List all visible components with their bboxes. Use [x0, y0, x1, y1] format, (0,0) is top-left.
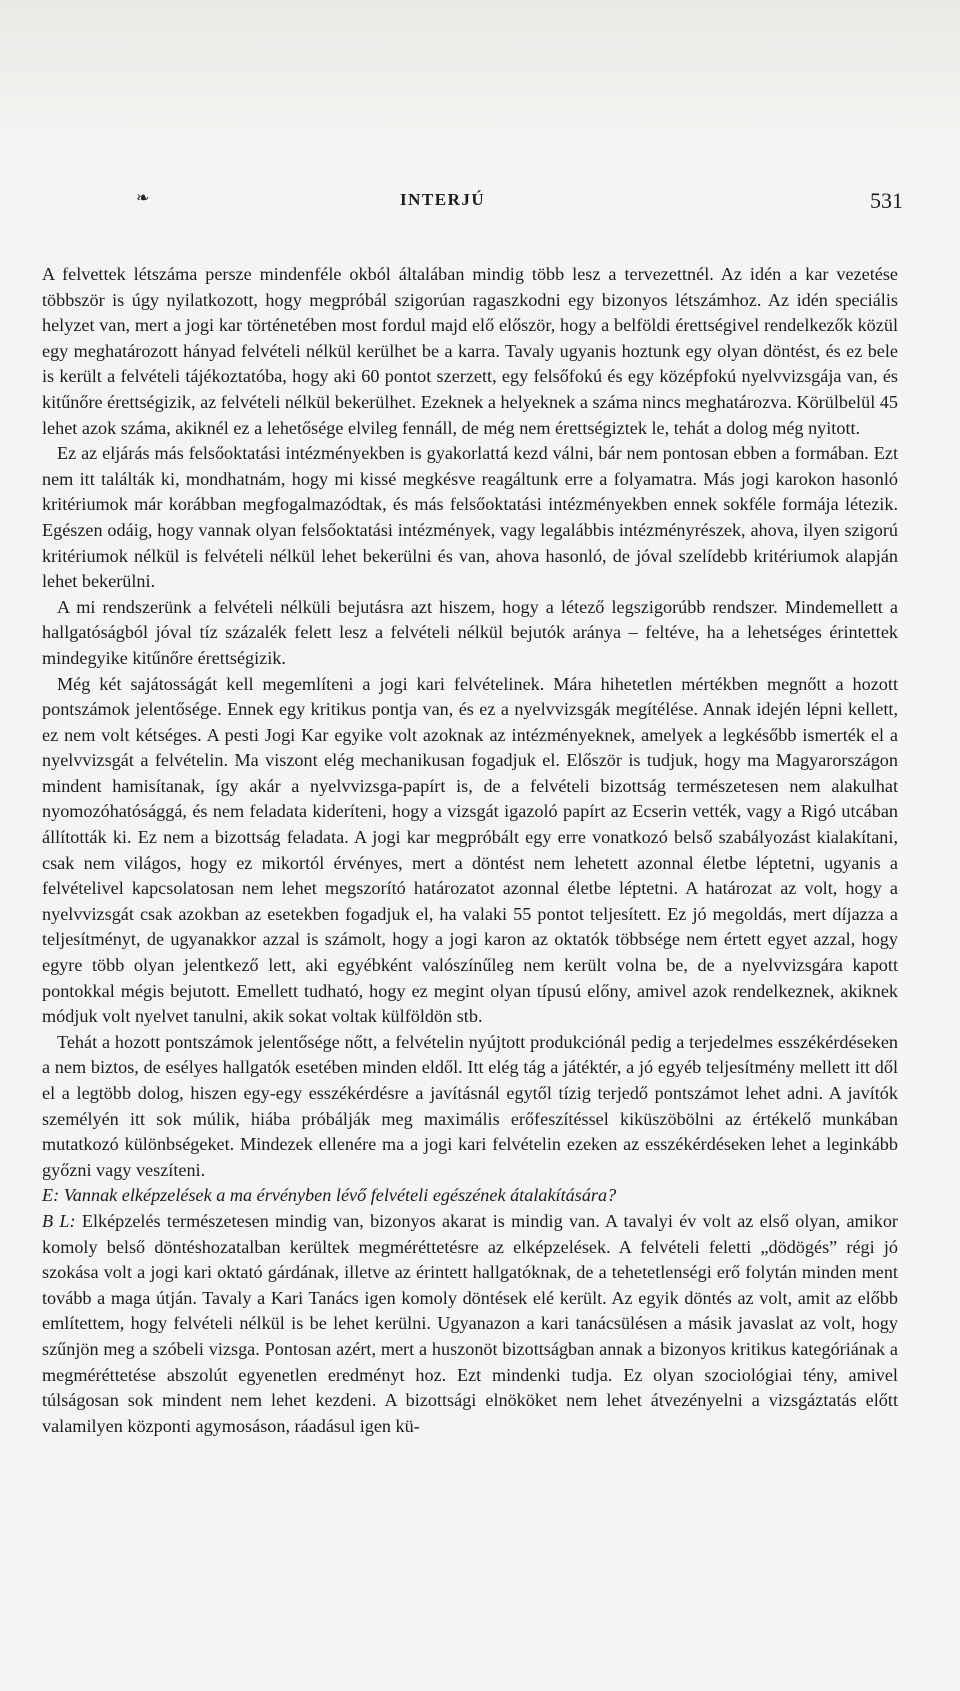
page-header — [0, 188, 960, 218]
paragraph-3: A mi rendszerünk a felvételi nélküli bejutásra azt hiszem, hogy a létező legszigorúbb rendszer. Mindemellett a hallgatóságból jóval tíz százalék felett lesz a felvételi nélkül bejutók aránya – feltéve, ha a lehetséges érintettek mindegyike kitűnőre érettségizik. — [42, 596, 898, 668]
answer-text: Elképzelés természetesen mindig van, bizonyos akarat is mindig van. A tavalyi év volt az első olyan, amikor komoly belső döntéshozatalban kerültek megméréttetésre az elképzelések. A felvételi feletti „dödögés” régi jó szokása volt a jogi kari oktató gárdának, illetve az érintett hallgatóknak, de a tehetetlenségi erő folytán minden ment tovább a maga útján. Tavaly a Kari Tanács igen komoly döntések elé került. Az egyik döntés az volt, amit az előbb említettem, hogy felvételi nélkül is be lehet kerülni. Ugyanazon a kari tanácsülésen a másik javaslat az volt, hogy szűnjön meg a szóbeli vizsga. Pontosan azért, mert a huszonöt bizottságban annak a bizonyos kritikus kategóriának a megméréttetése abszolút egyenetlen eredményt hoz. Ezt mindenki tudja. Ez olyan szociológiai tény, amivel túlságosan sok mindent nem lehet kezdeni. A bizottsági elnököket nem lehet átvezényelni a vizsgáztatás előtt valamilyen központi agymosáson, ráadásul igen kü- — [42, 1210, 898, 1436]
running-head: INTERJÚ — [400, 190, 486, 209]
paragraph-5: Tehát a hozott pontszámok jelentősége nőtt, a felvételin nyújtott produkciónál pedig a terjedelmes esszékérdéseken a nem biztos, de esélyes hallgatók esetében minden eldől. Itt elég tág a játéktér, a jó egyéb teljesítmény mellett itt dől el a legtöbb dolog, hiszen egy-egy esszékérdésre a javításnál egytől tízig terjedő pontszámot lehet adni. A javítók személyén itt sok múlik, hiába próbálják meg maximális erőfeszítéssel kiküszöbölni az értékelő munkában mutatkozó különbségeket. Mindezek ellenére ma a jogi kari felvételin ezeken az esszékérdéseken lehet a leginkább győzni vagy veszíteni. — [42, 1031, 898, 1180]
interviewer-question: E: Vannak elképzelések a ma érvényben lévő felvételi egészének átalakítására? — [42, 1185, 617, 1206]
article-body — [42, 262, 898, 1439]
interviewee-answer — [42, 1209, 898, 1439]
paragraph-2: Ez az eljárás más felsőoktatási intézményekben is gyakorlattá kezd válni, bár nem pontosan ebben a formában. Ezt nem itt találták ki, mondhatnám, hogy mi kissé megkésve reagáltunk erre a folyamatra. Más jogi karokon hasonló kritériumok már korábban megfogalmazódtak, és más felsőoktatási intézményekben ennek sokféle formája létezik. Egészen odáig, hogy vannak olyan felsőoktatási intézmények, vagy legalábbis intézményrészek, ahova, ilyen szigorú kritériumok nélkül is felvételi nélkül lehet bekerülni és van, ahova hasonló, de jóval szelídebb kritériumok alapján lehet bekerülni. — [42, 443, 898, 592]
fleuron-icon: ❧ — [136, 190, 150, 207]
speaker-label: B L: — [42, 1210, 76, 1231]
page-number: 531 — [870, 188, 903, 213]
scan-margin — [0, 0, 960, 140]
paragraph-4: Még két sajátosságát kell megemlíteni a jogi kari felvételinek. Mára hihetetlen mértékben megnőtt a hozott pontszámok jelentősége. Ennek egy kritikus pontja van, és ez a nyelvvizsgák megítélése. Annak idején lépni kellett, ez nem volt kétséges. A pesti Jogi Kar egyike volt azoknak az intézményeknek, amelyek a legkésőbb ismerték el a nyelvvizsgát a felvételin. Ma viszont elég mechanikusan fogadjuk el. Először is tudjuk, hogy ma Magyarországon mindent hamisítanak, így akár a nyelvvizsga-papírt is, de a felvételi bizottság természetesen nem alakulhat nyomozóhatósággá, és nem feladata kideríteni, hogy a vizsgát igazoló papírt az Ecserin vették, vagy a Rigó utcában állították ki. Ez nem a bizottság feladata. A jogi kar megpróbált egy erre vonatkozó belső szabályozást kialakítani, csak nem világos, hogy ez mikortól érvényes, mert a döntést nem lehetett azonnal életbe léptetni, ugyanis a felvételivel kapcsolatosan nem lehet megszorító határozatot azonnal életbe léptetni. A határozat az volt, hogy a nyelvvizsgát csak azokban az esetekben fogadjuk el, ha valaki 55 pontot teljesített. Ez jó megoldás, mert díjazza a teljesítményt, de ugyanakkor azzal is számolt, hogy a jogi karon az oktatók többsége nem értett egyet azzal, hogy egyre több olyan jelentkező lett, aki egyébként valószínűleg nem került volna be, de a nyelvvizsgára kapott pontokkal mégis bejutott. Emellett tudható, hogy ez megint olyan típusú előny, amivel azok rendelkeznek, akiknek módjuk volt nyelvet tanulni, akik sokat voltak külföldön stb. — [42, 673, 898, 1027]
paragraph-1: A felvettek létszáma persze mindenféle okból általában mindig több lesz a tervezettnél. Az idén a kar vezetése többször is úgy nyilatkozott, hogy megpróbál szigorúan ragaszkodni egy bizonyos létszámhoz. Az idén speciális helyzet van, mert a jogi kar történetében most fordul majd elő először, hogy a belföldi érettségivel rendelkezők közül egy meghatározott hányad felvételi nélkül kerülhet be a karra. Tavaly ugyanis hoztunk egy olyan döntést, és ez bele is került a felvételi tájékoztatóba, hogy aki 60 pontot szerzett, egy felsőfokú és egy középfokú nyelvvizsgája van, és kitűnőre érettségizik, az felvételi nélkül bekerülhet. Ezeknek a helyeknek a száma nincs meghatározva. Körülbelül 45 lehet azok száma, akiknél ez a lehetősége elvileg fennáll, de még nem érettségiztek le, tehát a dolog még nyitott. — [42, 264, 898, 438]
